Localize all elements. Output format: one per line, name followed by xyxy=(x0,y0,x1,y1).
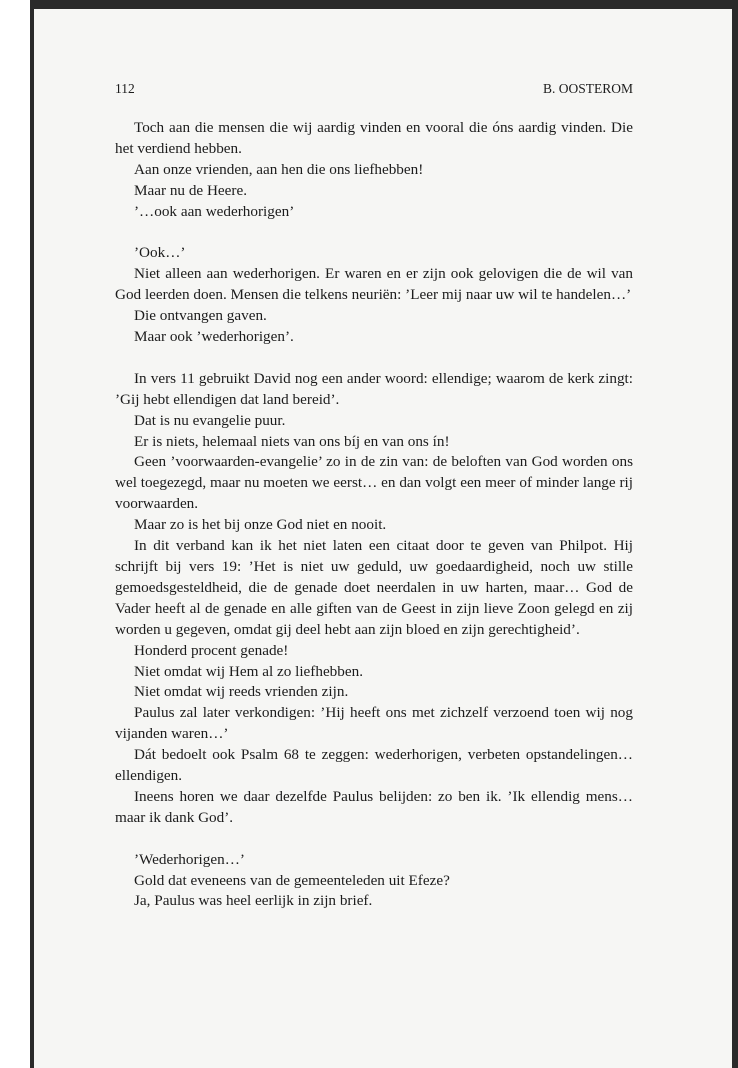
paragraph: In dit verband kan ik het niet laten een citaat door te geven van Philpot. Hij schrijft bij vers 19: ’Het is niet uw geduld, uw goedaardigheid, noch uw stille gemoedsgesteldheid, die de genade doet neerdalen in uw harten, maar… God de Vader heeft al de genade en alle giften van de Geest in zijn lieve Zoon gelegd en zij worden u gegeven, omdat gij deel hebt aan zijn bloed en zijn gerechtigheid’. xyxy=(115,537,633,638)
paragraph: Geen ’voorwaarden-evangelie’ zo in de zin van: de beloften van God worden ons wel toegezegd, maar nu moeten we eerst… en dan volgt een meer of minder lange rij voorwaarden. xyxy=(115,453,633,513)
paragraph: Niet alleen aan wederhorigen. Er waren en er zijn ook gelovigen die de wil van God leerden doen. Mensen die telkens neuriën: ’Leer mij naar uw wil te handelen…’ xyxy=(115,265,633,304)
paragraph: Er is niets, helemaal niets van ons bíj en van ons ín! xyxy=(134,432,450,450)
paragraph: Maar ook ’wederhorigen’. xyxy=(134,328,294,346)
paragraph: Toch aan die mensen die wij aardig vinden en vooral die óns aardig vinden. Die het verdiend hebben. xyxy=(115,119,633,157)
page-body xyxy=(115,118,633,912)
paragraph-gap xyxy=(115,348,633,369)
scan-top-edge xyxy=(30,0,738,9)
paragraph: Niet omdat wij reeds vrienden zijn. xyxy=(134,683,349,701)
page-number: 112 xyxy=(115,81,135,96)
paragraph: Dát bedoelt ook Psalm 68 te zeggen: wederhorigen, verbeten opstandelingen…ellendigen. xyxy=(115,746,633,785)
scan-left-edge xyxy=(30,0,34,1068)
scan-right-edge xyxy=(732,0,738,1068)
paragraph: Paulus zal later verkondigen: ’Hij heeft ons met zichzelf verzoend toen wij nog vijanden waren…’ xyxy=(115,704,633,743)
paragraph: Dat is nu evangelie puur. xyxy=(134,411,286,429)
running-title: B. OOSTEROM xyxy=(542,81,633,96)
paragraph: Niet omdat wij Hem al zo liefhebben. xyxy=(134,662,364,680)
scan-margin xyxy=(0,0,30,1068)
paragraph: ’Ook…’ xyxy=(134,244,186,262)
paragraph-gap xyxy=(115,829,633,850)
paragraph: In vers 11 gebruikt David nog een ander woord: ellendige; waarom de kerk zingt: ’Gij hebt ellendigen dat land bereid’. xyxy=(115,369,633,408)
paragraph: Maar zo is het bij onze God niet en nooit. xyxy=(134,516,387,534)
paragraph: Honderd procent genade! xyxy=(134,641,289,659)
paragraph: Ja, Paulus was heel eerlijk in zijn brief. xyxy=(134,892,373,910)
paragraph: Die ontvangen gaven. xyxy=(134,307,267,325)
paragraph: ’…ook aan wederhorigen’ xyxy=(134,202,295,220)
paragraph: Gold dat eveneens van de gemeenteleden uit Efeze? xyxy=(134,871,450,889)
paragraph-gap xyxy=(115,223,633,244)
paragraph: ’Wederhorigen…’ xyxy=(134,850,245,868)
paragraph: Maar nu de Heere. xyxy=(134,181,248,199)
page-header xyxy=(115,81,633,97)
paragraph: Aan onze vrienden, aan hen die ons liefhebben! xyxy=(134,160,424,178)
paragraph: Ineens horen we daar dezelfde Paulus belijden: zo ben ik. ’Ik ellendig mens… maar ik dank God’. xyxy=(115,787,633,826)
